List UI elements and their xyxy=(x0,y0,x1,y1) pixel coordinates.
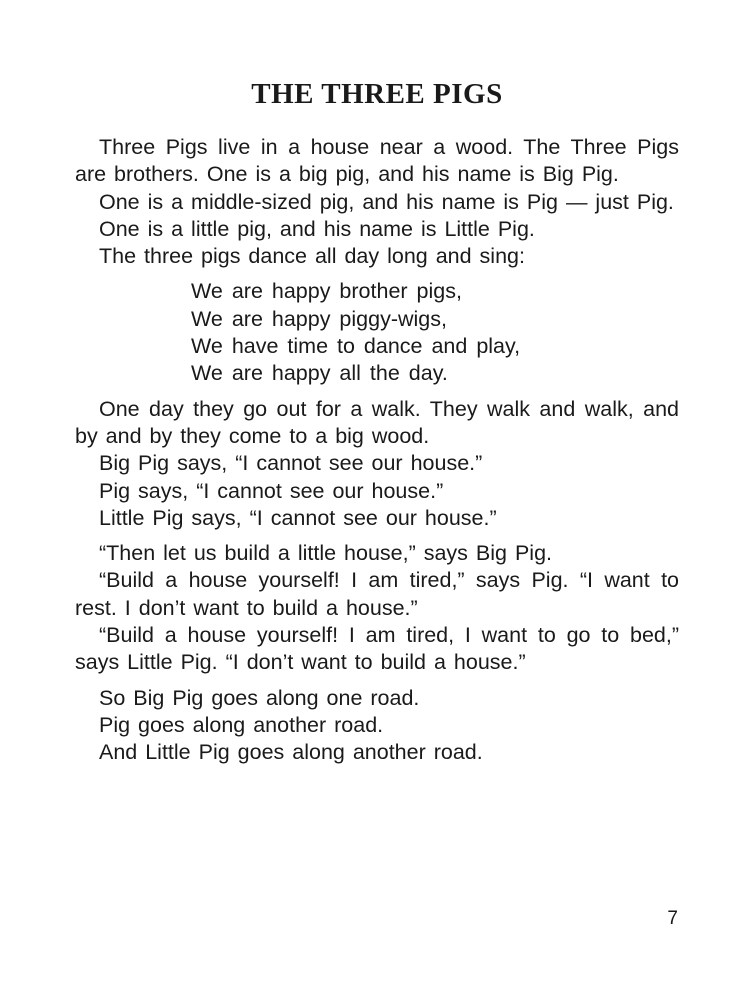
paragraph: Big Pig says, “I cannot see our house.” xyxy=(99,451,483,476)
page-title: THE THREE PIGS xyxy=(251,78,503,110)
page-number: 7 xyxy=(667,908,678,929)
song-verse xyxy=(191,278,679,387)
paragraph: Three Pigs live in a house near a wood. The Three Pigs are brothers. One is a big pig, and his name is Big Pig. xyxy=(75,135,679,187)
paragraph: And Little Pig goes along another road. xyxy=(99,740,483,765)
paragraph: Pig goes along another road. xyxy=(99,712,384,737)
verse-line: We are happy all the day. xyxy=(191,361,448,386)
paragraph: “Build a house yourself! I am tired,” says Pig. “I want to rest. I don’t want to build a house.” xyxy=(75,568,679,620)
verse-line: We have time to dance and play, xyxy=(191,334,521,359)
paragraph: Pig says, “I cannot see our house.” xyxy=(99,478,444,503)
paragraph: One is a middle-sized pig, and his name is Pig — just Pig. xyxy=(99,189,674,214)
story-text xyxy=(75,134,679,767)
paragraph: Little Pig says, “I cannot see our house.” xyxy=(99,505,497,530)
verse-line: We are happy brother pigs, xyxy=(191,279,462,304)
paragraph: “Then let us build a little house,” says Big Pig. xyxy=(99,541,552,566)
paragraph: One is a little pig, and his name is Little Pig. xyxy=(99,216,535,241)
verse-line: We are happy piggy-wigs, xyxy=(191,306,447,331)
paragraph: One day they go out for a walk. They walk and walk, and by and by they come to a big wood. xyxy=(75,396,679,448)
paragraph: The three pigs dance all day long and sing: xyxy=(99,244,525,269)
paragraph: So Big Pig goes along one road. xyxy=(99,685,420,710)
paragraph: “Build a house yourself! I am tired, I want to go to bed,” says Little Pig. “I don’t want to build a house.” xyxy=(75,623,679,675)
